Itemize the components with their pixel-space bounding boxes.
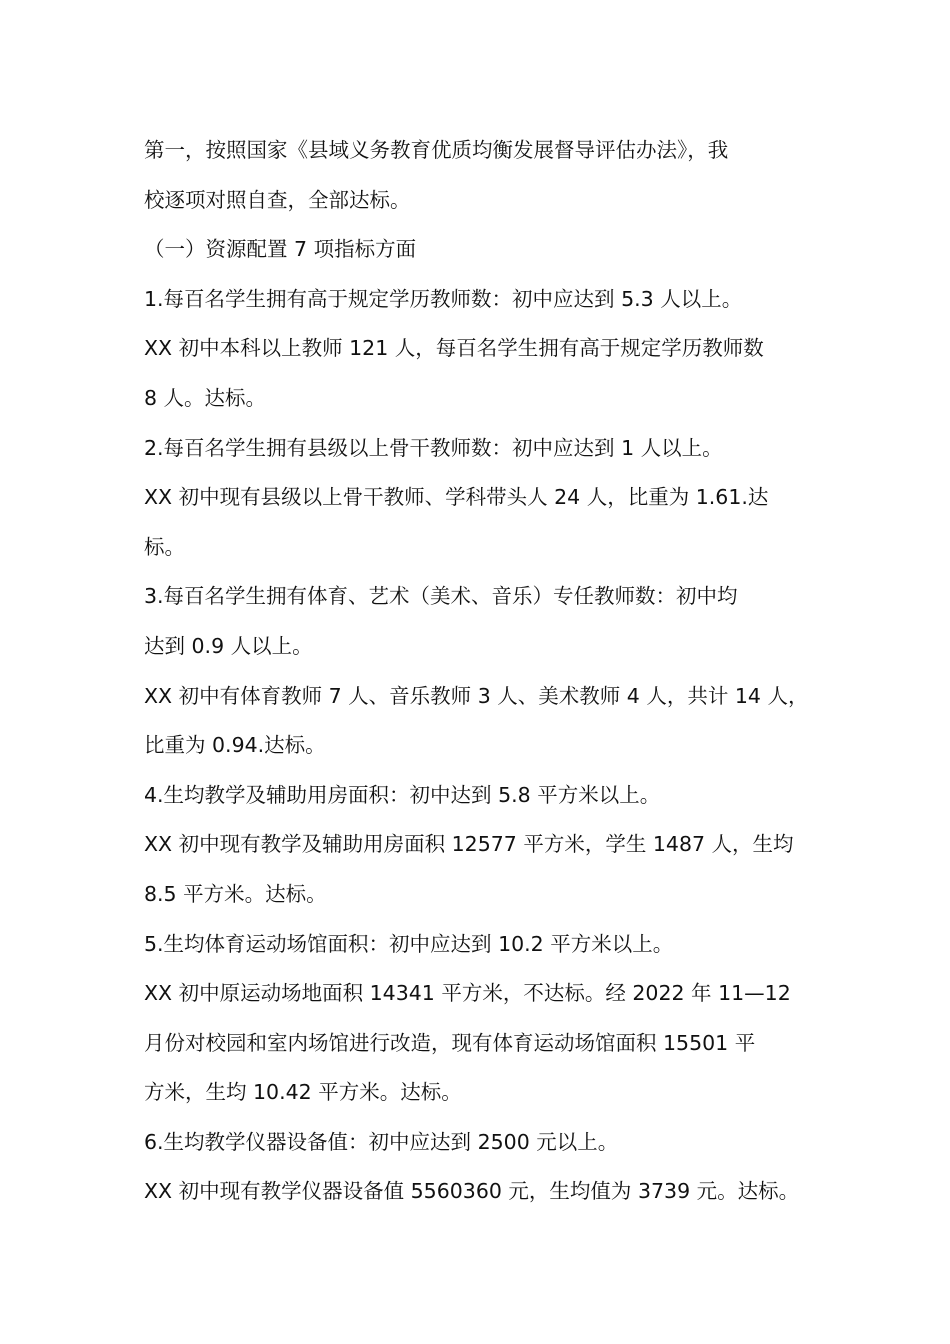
indicator-3-requirement: 达到 0.9 人以上。 xyxy=(144,633,313,658)
document-body xyxy=(144,126,834,1217)
indicator-4-result: XX 初中现有教学及辅助用房面积 12577 平方米，学生 1487 人，生均 xyxy=(144,832,794,857)
indicator-6-result: XX 初中现有教学仪器设备值 5560360 元，生均值为 3739 元。达标。 xyxy=(144,1179,800,1204)
indicator-6-requirement: 6.生均教学仪器设备值：初中应达到 2500 元以上。 xyxy=(144,1129,619,1154)
indicator-2-result: 标。 xyxy=(144,534,185,559)
indicator-5-requirement: 5.生均体育运动场馆面积：初中应达到 10.2 平方米以上。 xyxy=(144,931,674,956)
indicator-1-requirement: 1.每百名学生拥有高于规定学历教师数：初中应达到 5.3 人以上。 xyxy=(144,286,743,311)
indicator-4-result: 8.5 平方米。达标。 xyxy=(144,881,327,906)
indicator-5-result: 方米，生均 10.42 平方米。达标。 xyxy=(144,1080,462,1105)
indicator-5-result: XX 初中原运动场地面积 14341 平方米，不达标。经 2022 年 11—12 xyxy=(144,981,791,1006)
indicator-3-requirement: 3.每百名学生拥有体育、艺术（美术、音乐）专任教师数：初中均 xyxy=(144,584,738,609)
indicator-3-result: 比重为 0.94.达标。 xyxy=(144,733,326,758)
section-heading: （一）资源配置 7 项指标方面 xyxy=(144,237,417,262)
indicator-5-result: 月份对校园和室内场馆进行改造，现有体育运动场馆面积 15501 平 xyxy=(144,1030,756,1055)
indicator-2-result: XX 初中现有县级以上骨干教师、学科带头人 24 人，比重为 1.61.达 xyxy=(144,485,769,510)
text-line: 第一，按照国家《县域义务教育优质均衡发展督导评估办法》，我 xyxy=(144,138,729,162)
indicator-3-result: XX 初中有体育教师 7 人、音乐教师 3 人、美术教师 4 人，共计 14 人， xyxy=(144,683,809,708)
indicator-4-requirement: 4.生均教学及辅助用房面积：初中达到 5.8 平方米以上。 xyxy=(144,782,661,807)
indicator-1-result: XX 初中本科以上教师 121 人，每百名学生拥有高于规定学历教师数 xyxy=(144,336,764,361)
text-line: 校逐项对照自查，全部达标。 xyxy=(144,187,411,212)
indicator-2-requirement: 2.每百名学生拥有县级以上骨干教师数：初中应达到 1 人以上。 xyxy=(144,435,723,460)
indicator-1-result: 8 人。达标。 xyxy=(144,385,267,410)
